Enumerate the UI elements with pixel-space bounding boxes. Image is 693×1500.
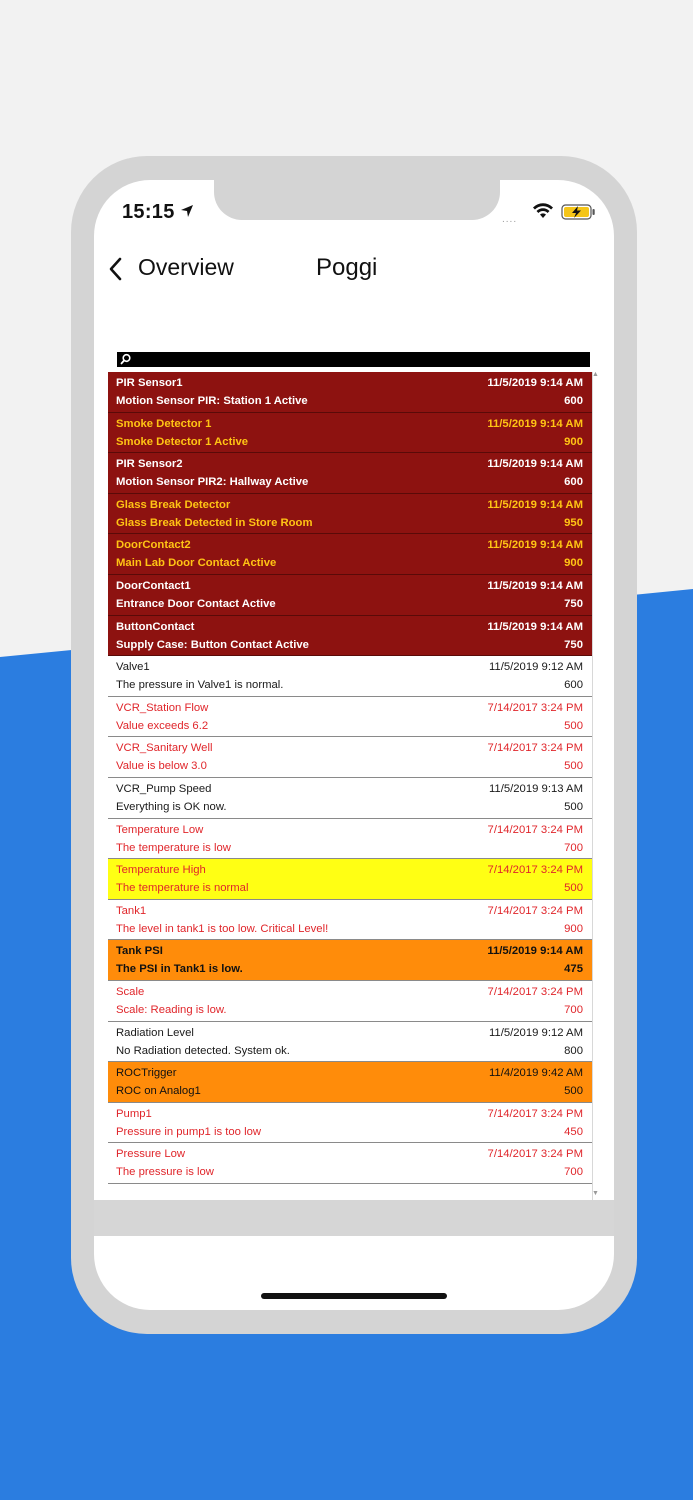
- scroll-up-arrow-icon[interactable]: ▲: [592, 371, 599, 378]
- alarm-message: The PSI in Tank1 is low.: [116, 963, 243, 976]
- alarm-name: VCR_Sanitary Well: [116, 742, 213, 755]
- bottom-toolbar: [94, 1200, 614, 1236]
- alarm-time: 7/14/2017 3:24 PM: [487, 985, 583, 998]
- alarm-name: Pressure Low: [116, 1148, 186, 1161]
- alarm-row[interactable]: [108, 413, 592, 454]
- alarm-row[interactable]: [108, 453, 592, 494]
- alarm-time: 11/5/2019 9:14 AM: [487, 417, 583, 430]
- battery-charging-icon: [561, 204, 597, 220]
- alarm-name: VCR_Pump Speed: [116, 782, 212, 795]
- alarm-message: Glass Break Detected in Store Room: [116, 516, 313, 529]
- alarm-row[interactable]: [108, 1103, 592, 1144]
- alarm-time: 7/14/2017 3:24 PM: [487, 742, 583, 755]
- alarm-value: 700: [564, 1166, 583, 1179]
- alarm-time: 11/5/2019 9:12 AM: [488, 661, 583, 674]
- alarm-time: 11/5/2019 9:14 AM: [487, 498, 583, 511]
- alarm-name: DoorContact1: [116, 579, 191, 592]
- alarm-message: The pressure is low: [116, 1166, 214, 1179]
- alarm-row[interactable]: [108, 494, 592, 535]
- alarm-message: The level in tank1 is too low. Critical Level!: [116, 922, 329, 935]
- location-arrow-icon: [180, 204, 194, 218]
- alarm-value: 600: [564, 395, 583, 407]
- alarm-name: Radiation Level: [116, 1026, 194, 1039]
- alarm-value: 900: [564, 557, 583, 570]
- status-time: 15:15: [122, 201, 175, 223]
- alarm-value: 500: [564, 800, 583, 813]
- search-input[interactable]: [117, 352, 590, 367]
- alarm-message: Main Lab Door Contact Active: [116, 557, 277, 570]
- alarm-value: 500: [564, 760, 583, 773]
- alarm-row[interactable]: [108, 1143, 592, 1184]
- alarm-value: 700: [564, 841, 583, 854]
- alarm-message: Everything is OK now.: [116, 800, 227, 813]
- alarm-message: The temperature is normal: [116, 882, 249, 895]
- alarm-row[interactable]: [108, 778, 592, 819]
- alarm-name: VCR_Station Flow: [116, 701, 209, 714]
- alarm-value: 500: [564, 719, 583, 732]
- alarm-name: Valve1: [116, 661, 150, 674]
- alarm-message: ROC on Analog1: [116, 1085, 201, 1098]
- alarm-row[interactable]: [108, 737, 592, 778]
- alarm-name: Scale: [116, 985, 145, 998]
- back-button[interactable]: Overview: [138, 254, 234, 280]
- alarm-row[interactable]: [108, 900, 592, 941]
- alarm-row[interactable]: [108, 859, 592, 900]
- alarm-message: No Radiation detected. System ok.: [116, 1044, 290, 1057]
- alarm-name: Tank1: [116, 904, 147, 917]
- alarm-row[interactable]: [108, 534, 592, 575]
- alarm-message: Scale: Reading is low.: [116, 1003, 227, 1016]
- alarm-time: 7/14/2017 3:24 PM: [487, 864, 583, 877]
- alarm-row[interactable]: [108, 372, 592, 413]
- alarm-message: Pressure in pump1 is too low: [116, 1125, 262, 1138]
- alarm-value: 750: [564, 638, 583, 651]
- alarm-row[interactable]: [108, 819, 592, 860]
- alarm-message: Supply Case: Button Contact Active: [116, 638, 309, 651]
- alarm-message: Smoke Detector 1 Active: [116, 435, 249, 448]
- alarm-time: 11/5/2019 9:14 AM: [487, 458, 583, 471]
- alarm-name: Glass Break Detector: [116, 498, 231, 511]
- alarm-row[interactable]: [108, 697, 592, 738]
- alarm-value: 500: [564, 882, 583, 895]
- alarm-value: 950: [564, 516, 583, 529]
- alarm-time: 11/5/2019 9:12 AM: [488, 1026, 583, 1039]
- alarm-name: PIR Sensor2: [116, 458, 183, 471]
- alarm-time: 7/14/2017 3:24 PM: [487, 1107, 583, 1120]
- alarm-value: 700: [564, 1003, 583, 1016]
- search-icon: [120, 353, 132, 365]
- alarm-value: 900: [564, 435, 583, 448]
- alarm-message: Motion Sensor PIR: Station 1 Active: [116, 395, 308, 407]
- alarm-message: The pressure in Valve1 is normal.: [116, 679, 284, 692]
- alarm-time: 11/5/2019 9:13 AM: [488, 782, 583, 795]
- alarm-row[interactable]: [108, 1062, 592, 1103]
- alarm-time: 11/5/2019 9:14 AM: [487, 620, 583, 633]
- scrollbar[interactable]: [592, 372, 601, 1200]
- alarm-value: 900: [564, 922, 583, 935]
- alarm-time: 11/5/2019 9:14 AM: [487, 579, 583, 592]
- alarm-message: Value exceeds 6.2: [116, 719, 209, 732]
- alarm-row[interactable]: [108, 1022, 592, 1063]
- alarm-name: ROCTrigger: [116, 1067, 177, 1080]
- alarm-name: Temperature High: [116, 864, 206, 877]
- alarm-time: 7/14/2017 3:24 PM: [487, 1148, 583, 1161]
- alarm-time: 7/14/2017 3:24 PM: [487, 701, 583, 714]
- alarm-time: 11/5/2019 9:14 AM: [487, 377, 583, 389]
- alarm-value: 475: [564, 963, 583, 976]
- signal-dots: ....: [502, 214, 518, 225]
- page-title: Poggi: [316, 254, 378, 281]
- alarm-list[interactable]: [108, 372, 592, 1200]
- alarm-name: Smoke Detector 1: [116, 417, 212, 430]
- alarm-message: Value is below 3.0: [116, 760, 207, 773]
- alarm-row[interactable]: [108, 616, 592, 657]
- alarm-time: 11/5/2019 9:14 AM: [487, 945, 583, 958]
- alarm-value: 600: [564, 476, 583, 489]
- back-chevron-icon[interactable]: [106, 256, 126, 282]
- alarm-name: ButtonContact: [116, 620, 195, 633]
- alarm-time: 11/4/2019 9:42 AM: [488, 1067, 583, 1080]
- alarm-row[interactable]: [108, 575, 592, 616]
- alarm-row[interactable]: [108, 656, 592, 697]
- phone-notch: [214, 180, 500, 220]
- alarm-value: 450: [564, 1125, 583, 1138]
- scroll-down-arrow-icon[interactable]: ▼: [592, 1190, 599, 1197]
- alarm-row[interactable]: [108, 940, 592, 981]
- alarm-message: Entrance Door Contact Active: [116, 597, 276, 610]
- alarm-name: Temperature Low: [116, 823, 204, 836]
- wifi-icon: [532, 202, 554, 219]
- alarm-time: 7/14/2017 3:24 PM: [487, 904, 583, 917]
- alarm-message: Motion Sensor PIR2: Hallway Active: [116, 476, 309, 489]
- alarm-time: 11/5/2019 9:14 AM: [487, 539, 583, 552]
- alarm-value: 500: [564, 1085, 583, 1098]
- alarm-time: 7/14/2017 3:24 PM: [487, 823, 583, 836]
- alarm-name: Tank PSI: [116, 945, 163, 958]
- alarm-value: 750: [564, 597, 583, 610]
- alarm-value: 800: [564, 1044, 583, 1057]
- alarm-value: 600: [564, 679, 583, 692]
- home-indicator[interactable]: [261, 1293, 447, 1299]
- alarm-row[interactable]: [108, 981, 592, 1022]
- alarm-name: DoorContact2: [116, 539, 191, 552]
- alarm-message: The temperature is low: [116, 841, 231, 854]
- alarm-name: Pump1: [116, 1107, 152, 1120]
- alarm-name: PIR Sensor1: [116, 377, 183, 389]
